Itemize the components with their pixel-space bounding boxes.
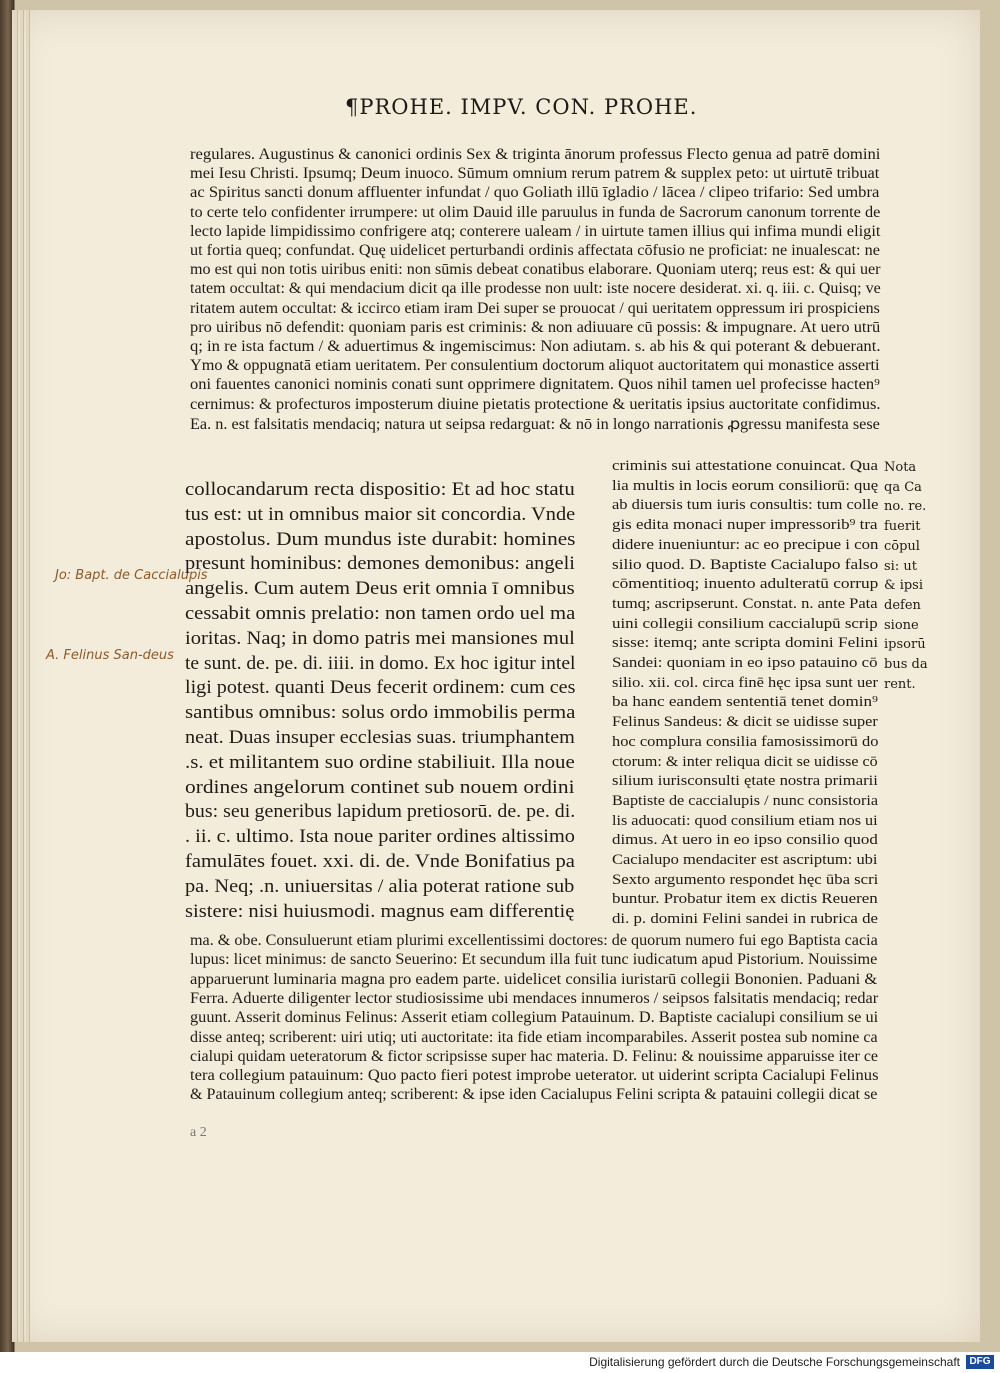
text-line: ba hanc eandem sententiā tenet domin⁹ — [612, 694, 878, 711]
text-line: Baptiste de caccialupis / nunc consistoria — [612, 792, 879, 809]
text-line: ac Spiritus sancti donum affluenter infundat / quo Goliath illū īgladio / lācea / clipeo trifario: Sed umbra — [190, 184, 880, 202]
text-line: Ymo & oppugnatā etiam ueritatem. Per consulentium doctorum aliquot auctoritatem qui monastice asserti — [190, 357, 880, 375]
text-line: ritatem autem occultat: & iccirco etiam iram Dei super se prouocat / qui ueritatem oppressum iri prospiciens — [190, 299, 880, 317]
text-line: cernimus: & profecturos imposterum diuine pietatis protectione & ueritatis ipsius auctoritate confidimus. — [190, 395, 881, 413]
text-line: ligi potest. quanti Deus fecerit ordinem: cum ces — [185, 677, 576, 699]
text-line: sistere: nisi huiusmodi. magnus eam differentię — [185, 900, 575, 922]
text-line: di. p. domini Felini sandei in rubrica de — [612, 911, 878, 928]
text-line: Ferra. Aduerte diligenter lector studiosissime ubi mendaces innumeros / seipsos falsitatis mendaciq; redar — [190, 989, 879, 1007]
text-line: silio quod. D. Baptiste Cacialupo falso — [612, 556, 879, 573]
page-edge — [14, 10, 18, 1342]
margin-note-line: Nota — [884, 460, 917, 475]
text-line: collocandarum recta dispositio: Et ad hoc statu — [185, 479, 575, 500]
text-line: tus est: ut in omnibus maior sit concordia. Vnde — [185, 503, 576, 525]
text-line: oni fauentes canonici nominis conati sunt opprimere dignitatem. Quos nihil tamen uel profecisse hacten⁹ — [190, 376, 880, 394]
margin-note-line: & ipsi — [884, 578, 924, 594]
text-line: tumq; ascripserunt. Constat. n. ante Pata — [612, 595, 878, 612]
margin-note-line: fuerit — [884, 519, 921, 535]
margin-note-line: defen — [884, 597, 921, 613]
text-line: Felinus Sandeus: & dicit se uidisse super — [612, 714, 878, 731]
text-line: pro uiribus nō defendit: quoniam paris est criminis: & non adiuuare cū possis: & impugnare. At uero utrū — [190, 318, 881, 336]
text-line: & Patauinum collegium anteq; scriberent: & ipse iden Cacialupus Felini scripta & patauini collegii dicat se — [190, 1086, 878, 1104]
text-line: pa. Neq; .n. uniuersitas / alia poterat ratione sub — [185, 875, 575, 897]
margin-note-line: bus da — [884, 657, 928, 672]
text-line: apparuerunt luminaria magna pro eadem parte. uidelicet consilia iuristarū collegii Bononien. Paduani & — [190, 970, 878, 988]
text-line: to certe telo confidenter irrumpere: ut olim Dauid ille paruulus in funda de Sacrorum canonum torrente de — [190, 203, 881, 221]
margin-note-line: rent. — [884, 676, 916, 692]
text-line: lia multis in locis eorum consiliorū: quę — [612, 477, 879, 494]
text-line: regulares. Augustinus & canonici ordinis Sex & triginta ānorum professus Flecto genua ad patrē domini — [190, 146, 881, 163]
margin-note-line: no. re. — [884, 499, 927, 515]
text-line: ut fortia queq; confundat. Quę uidelicet perturbandi ordinis affectata cōfusio ne proficiat: ne inualescat: ne — [190, 242, 880, 259]
margin-note-line: si: ut — [884, 558, 917, 574]
text-line: ma. & obe. Consuluerunt etiam plurimi excellentissimi doctores: de quorum numero fui ego Baptista cacia — [190, 932, 878, 949]
text-line: criminis sui attestatione conuincat. Qua — [612, 458, 878, 474]
text-line: cōmentitioq; inuento adulteratū corrup — [612, 576, 879, 593]
margin-note-line: cōpul — [884, 538, 920, 554]
text-line: presunt hominibus: demones demonibus: angeli — [185, 553, 575, 575]
text-line: santibus omnibus: solus ordo immobilis perma — [185, 702, 576, 724]
signature-mark: a 2 — [190, 1125, 207, 1140]
text-line: gis edita monaci nuper impressorib⁹ tra — [612, 517, 878, 534]
text-line: mei Iesu Christi. Ipsumq; Deum inuoco. Sūmum omnium rerum patrem & supplex peto: ut uirtutē tribuat — [190, 165, 880, 183]
text-line: cessabit omnis prelatio: non tamen ordo uel ma — [185, 603, 576, 624]
text-line: uini collegii consilium caccialupū scrip — [612, 615, 878, 632]
footer-text: Digitalisierung gefördert durch die Deutsche Forschungsgemeinschaft — [589, 1355, 960, 1369]
text-line: neat. Duas insuper ecclesias suas. triumphantem — [185, 727, 575, 748]
text-line: hoc complura consilia famosissimorū do — [612, 733, 879, 750]
page-edge — [26, 10, 30, 1342]
text-line: disse anteq; scriberent: uiri utiq; uti auctoritate: ita fide etiam incomparabiles. Asserit postea sub nomine ca — [190, 1028, 878, 1046]
text-line: didere inueniuntur: ac eo precipue i con — [612, 536, 879, 553]
margin-note-line: qa Ca — [884, 479, 922, 495]
text-line: apostolus. Dum mundus iste durabit: homines — [185, 528, 576, 550]
text-line: q; in re ista factum / & aduertimus & ingemiscimus: Non adiutam. s. ab his & qui poterant & debuerant. — [190, 338, 881, 355]
text-line: silium iurisconsulti ętate nostra primarii — [612, 773, 878, 790]
text-line: lecto lapide limpidissimo confrigere atq; conterere ualeam / in uirtute tamen illius qui infima mundi eligit — [190, 222, 881, 240]
text-line: Sexto argumento respondet hęc ūba scri — [612, 871, 879, 888]
text-line: ioritas. Naq; in domo patris mei mansiones mul — [185, 627, 575, 649]
text-line: ab diuersis tum iuris consultis: tum colle — [612, 497, 879, 514]
page-edge — [20, 10, 24, 1342]
text-line: mo est qui non totis uiribus eniti: non sūmis debeat conatibus elaborare. Quoniam uterq; reus est: & qui uer — [190, 261, 881, 279]
text-line: Sandei: quoniam in eo ipso patauino cō — [612, 655, 878, 671]
text-line: dimus. At uero in eo ipso consilio quod — [612, 832, 878, 849]
handwritten-note: Jo: Bapt. de Caccialupis — [55, 568, 208, 583]
dfg-logo: DFG — [966, 1355, 994, 1369]
text-line: Ea. n. est falsitatis mendaciq; natura ut seipsa redarguat: & nō in longo narrationis ꝓgressu manifesta sese — [190, 415, 880, 433]
text-line: ordines angelorum continet sub nouem ordini — [185, 776, 575, 798]
text-line: lis aduocati: quod consilium etiam nos ui — [612, 812, 878, 829]
text-line: Cacialupo mendaciter est ascriptum: ubi — [612, 852, 878, 868]
text-line: sisse: itemq; ante scripta domini Felini — [612, 635, 879, 652]
text-line: te sunt. de. pe. di. iiii. in domo. Ex hoc igitur intel — [185, 652, 576, 674]
text-line: .s. et militantem suo ordine stabiliuit. Illa noue — [185, 751, 575, 773]
text-line: lupus: licet minimus: de sancto Seuerino: Et secundum illa fuit tunc iudicatum apud Pistorium. Nouissime — [190, 951, 878, 969]
handwritten-note: A. Felinus San-deus — [46, 648, 174, 663]
text-line: guunt. Asserit dominus Felinus: Asserit etiam collegium Patauinum. D. Baptiste cacialupi consilium se ui — [190, 1009, 879, 1027]
footer-bar — [0, 1352, 1000, 1373]
text-line: cialupi quidam ueteratorum & fictor scripsisse super hac materia. D. Felinu: & nouissime apparuisse iter ce — [190, 1047, 879, 1065]
text-line: tatem occultat: & qui mendacium dicit qa ille prodesse non uult: iste nocere desiderat. xi. q. iii. c. Quisq; ve — [190, 280, 881, 298]
text-line: silio. xii. col. circa finē hęc ipsa sunt uer — [612, 674, 878, 691]
margin-note-line: ipsorū — [884, 637, 926, 653]
text-line: buntur. Probatur item ex dictis Reueren — [612, 891, 878, 908]
text-line: angelis. Cum autem Deus erit omnia ī omnibus — [185, 578, 575, 600]
text-line: . ii. c. ultimo. Ista noue pariter ordines altissimo — [185, 826, 575, 848]
text-line: famulātes fouet. xxi. di. de. Vnde Bonifatius pa — [185, 851, 575, 872]
text-line: tera collegium patauinum: Quo pacto fieri potest improbe ueterator. ut uiderint scripta Cacialupi Felinus — [190, 1067, 879, 1085]
text-line: ctorum: & inter reliqua dicit se uidisse cō — [612, 753, 878, 770]
margin-note-line: sione — [884, 617, 919, 633]
running-header: ¶PROHE. IMPV. CON. PROHE. — [345, 95, 698, 119]
text-line: bus: seu generibus lapidum pretiosorū. de. pe. di. — [185, 801, 576, 823]
